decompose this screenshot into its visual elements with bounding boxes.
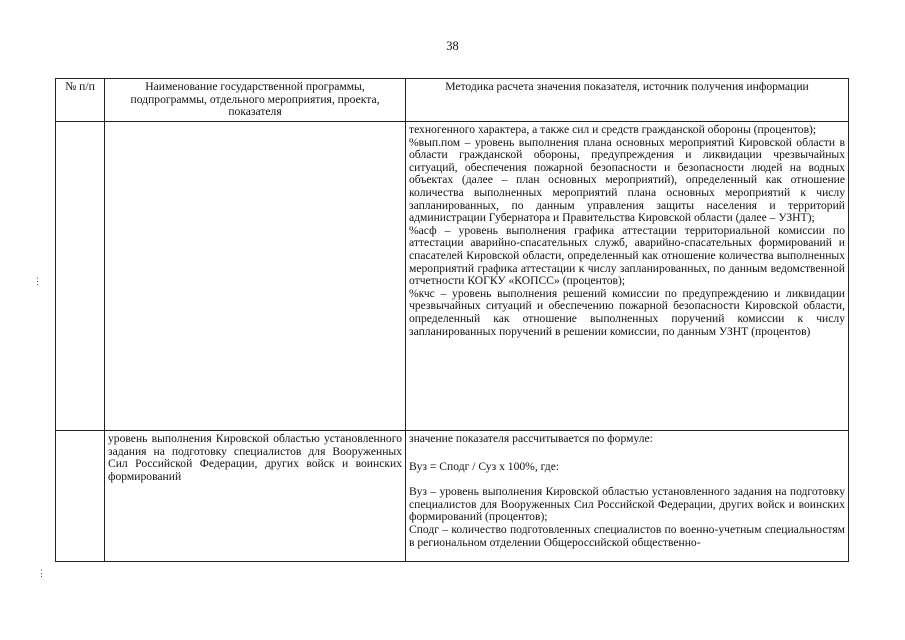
row1-method-paragraph: %асф – уровень выполнения графика аттестации территориальной комиссии по аттестации аварийно-спасательных служб, аварийно-спасательных формирований и спасателей Кировской области, определенный как отношение количества выполненных мероприятий графика аттестации к числу запланированных, по данным ведомственной отчетности КОГКУ «КОПСС» (процентов); <box>409 223 845 288</box>
table-row <box>56 122 849 431</box>
row2-method-paragraph: Сподг – количество подготовленных специалистов по военно-учетным специальностям в региональном отделении Общероссийской общественно- <box>409 522 845 549</box>
page-number: 38 <box>446 39 459 53</box>
row2-formula: Вуз = Сподг / Суз х 100%, где: <box>409 459 560 473</box>
row2-method-paragraph: Вуз – уровень выполнения Кировской областью установленного задания на подготовку специалистов для Вооруженных Сил Российской Федерации, других войск и воинских формирований (процентов); <box>409 485 845 524</box>
row2-formula-intro: значение показателя рассчитывается по формуле: <box>409 432 653 445</box>
indicator-table <box>55 78 849 562</box>
header-number-column: № п/п <box>56 79 105 122</box>
table-header-row <box>56 79 849 122</box>
header-method-column: Методика расчета значения показателя, источник получения информации <box>406 79 849 122</box>
table-row <box>56 431 849 562</box>
row2-name-cell <box>105 431 406 562</box>
row1-method-paragraph: %вып.пом – уровень выполнения плана основных мероприятий Кировской области в области гражданской обороны, предупреждения и ликвидации чрезвычайных ситуаций, обеспечения пожарной безопасности и безопасности людей на водных объектах (далее – план основных мероприятий), определенный как отношение количества выполненных мероприятий плана основных мероприятий к числу запланированных, по данным управления защиты населения и территорий администрации Губернатора и Правительства Кировской области (далее – УЗНТ); <box>409 135 845 225</box>
row1-method-cell <box>406 122 849 431</box>
row2-indicator-name: уровень выполнения Кировской областью установленного задания на подготовку специалистов для Вооруженных Сил Российской Федерации, других войск и воинских формирований <box>108 432 402 483</box>
scan-artifact: ⋮ <box>33 276 42 286</box>
row2-method-cell <box>406 431 849 562</box>
row1-number-cell <box>56 122 105 431</box>
scan-artifact: ⋮ <box>37 568 46 578</box>
header-name-column: Наименование государственной программы, подпрограммы, отдельного мероприятия, проекта, показателя <box>105 79 406 122</box>
row1-method-paragraph: техногенного характера, а также сил и средств гражданской обороны (процентов); <box>409 123 817 136</box>
row2-number-cell <box>56 431 105 562</box>
row1-name-cell <box>105 122 406 431</box>
row1-method-paragraph: %кчс – уровень выполнения решений комиссии по предупреждению и ликвидации чрезвычайных ситуаций и обеспечению пожарной безопасности Кировской области, определенный как отношение выполненных поручений комиссии к числу запланированных поручений в решении комиссии, по данным УЗНТ (процентов) <box>409 286 845 338</box>
